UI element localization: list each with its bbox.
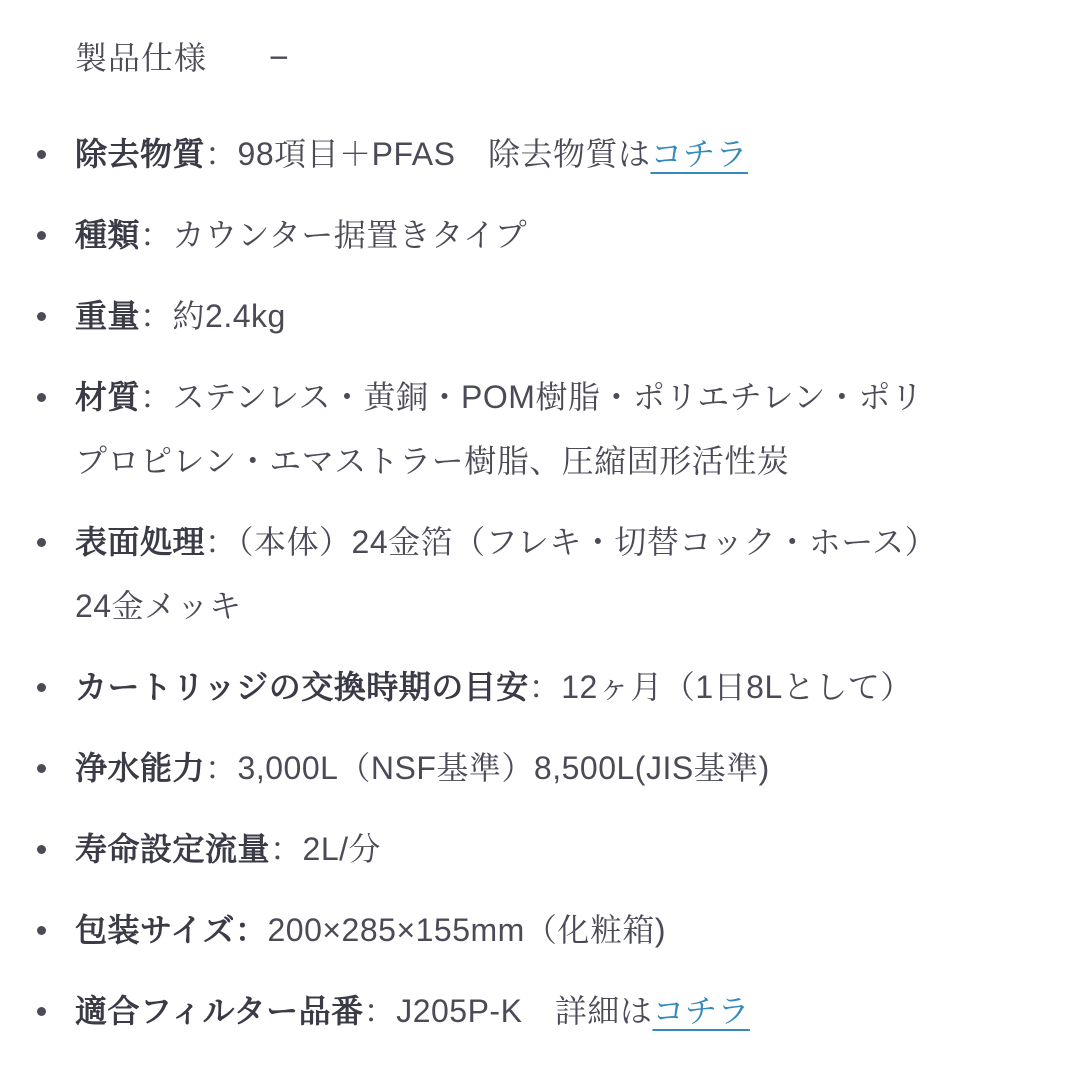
spec-value: 200×285×155mm（化粧箱): [267, 912, 666, 948]
spec-item: [37, 817, 1072, 881]
spec-label: カートリッジの交換時期の目安: [75, 669, 529, 705]
spec-value: （本体）24金箔（フレキ・切替コック・ホース）24金メッキ: [75, 524, 938, 624]
collapse-toggle-icon[interactable]: −: [269, 36, 289, 80]
bullet-dot-icon: [37, 764, 46, 773]
spec-value: 98項目＋PFAS 除去物質は: [237, 136, 651, 172]
bullet-dot-icon: [37, 1007, 46, 1016]
bullet-dot-icon: [37, 683, 46, 692]
bullet-dot-icon: [37, 538, 46, 547]
spec-label: 寿命設定流量: [75, 831, 271, 867]
spec-label: 除去物質: [75, 136, 206, 172]
bullet-dot-icon: [37, 845, 46, 854]
spec-label: 材質: [75, 379, 141, 415]
spec-text: [75, 817, 381, 881]
bullet-dot-icon: [37, 926, 46, 935]
spec-separator: ：: [363, 993, 397, 1029]
spec-text: [75, 655, 913, 719]
spec-text: [75, 284, 286, 348]
spec-text: [75, 122, 748, 186]
spec-separator: ：: [270, 831, 303, 867]
section-title: 製品仕様: [75, 40, 208, 76]
spec-value: 3,000L（NSF基準）8,500L(JIS基準): [237, 750, 770, 786]
bullet-dot-icon: [37, 312, 46, 321]
spec-separator: ：: [234, 912, 268, 948]
spec-separator: ：: [140, 217, 173, 253]
spec-text: [75, 510, 955, 638]
spec-value: カウンター据置きタイプ: [172, 217, 528, 253]
spec-value: 約2.4kg: [172, 298, 286, 334]
spec-value: 2L/分: [302, 831, 382, 867]
bullet-dot-icon: [37, 231, 46, 240]
bullet-dot-icon: [37, 393, 46, 402]
spec-separator: ：: [205, 136, 238, 172]
spec-text: [75, 203, 527, 267]
spec-label: 種類: [75, 217, 141, 253]
spec-value: J205P-K 詳細は: [396, 993, 653, 1029]
spec-item: [37, 736, 1072, 800]
spec-text: [75, 898, 666, 962]
spec-item: [37, 510, 1072, 638]
spec-separator: ：: [205, 750, 238, 786]
spec-separator: ：: [528, 669, 562, 705]
spec-text: [75, 365, 955, 493]
spec-label: 包装サイズ: [75, 912, 235, 948]
spec-label: 表面処理: [75, 524, 206, 560]
spec-text: [75, 736, 770, 800]
spec-separator: ：: [205, 524, 238, 560]
spec-item: [37, 979, 1072, 1043]
spec-link[interactable]: コチラ: [652, 993, 750, 1029]
spec-separator: ：: [140, 298, 173, 334]
spec-item: [37, 898, 1072, 962]
spec-value: 12ヶ月（1日8Lとして）: [561, 669, 913, 705]
spec-list: [0, 122, 1072, 1043]
spec-link[interactable]: コチラ: [650, 136, 748, 172]
spec-item: [37, 365, 1072, 493]
spec-value: ステンレス・黄銅・POM樹脂・ポリエチレン・ポリプロピレン・エマストラー樹脂、圧縮固形活性炭: [75, 379, 924, 479]
spec-text: [75, 979, 750, 1043]
spec-label: 適合フィルター品番: [75, 993, 364, 1029]
spec-item: [37, 122, 1072, 186]
spec-separator: ：: [140, 379, 173, 415]
accordion-header: [0, 0, 1072, 80]
spec-label: 浄水能力: [75, 750, 206, 786]
spec-item: [37, 655, 1072, 719]
spec-item: [37, 284, 1072, 348]
spec-label: 重量: [75, 298, 141, 334]
spec-item: [37, 203, 1072, 267]
bullet-dot-icon: [37, 150, 46, 159]
